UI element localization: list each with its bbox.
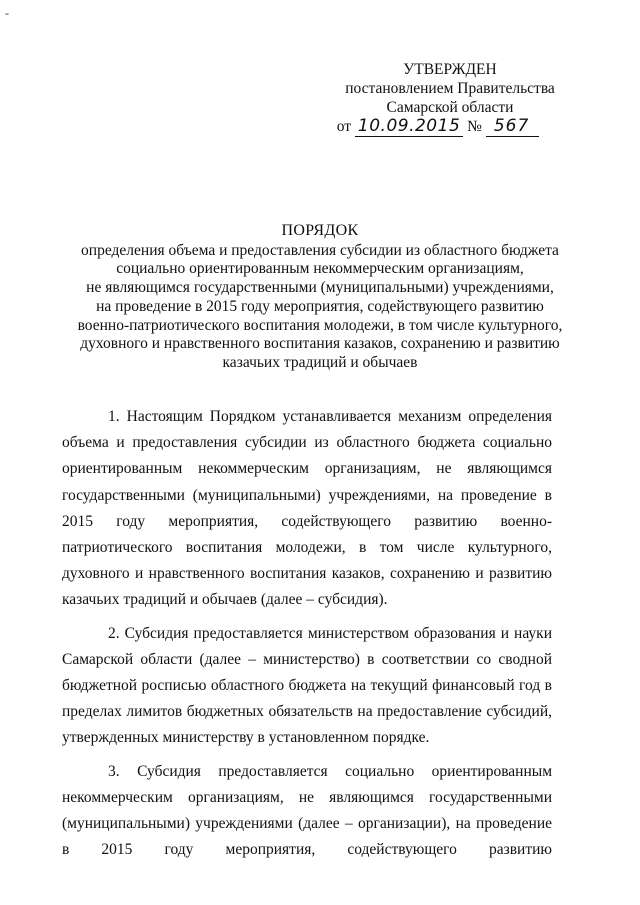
approval-title: УТВЕРЖДЕН [403, 61, 497, 78]
heading-line: на проведение в 2015 году мероприятия, содействующего развитию [96, 297, 544, 315]
heading-line: казачьих традиций и обычаев [222, 353, 418, 371]
corner-mark: - [5, 6, 9, 20]
heading-line: социально ориентированным некоммерческим организациям, [116, 260, 524, 278]
heading-line: духовного и нравственного воспитания казаков, сохранению и развитию [80, 335, 560, 353]
approval-stamp [300, 60, 600, 136]
paragraph-1: 1. Настоящим Порядком устанавливается механизм определения объема и предоставления субсидии из областного бюджета социально ориентированным некоммерческим организациям, не являющимся государственными (муниципальными) учреждениями, на проведение в 2015 году мероприятия, содействующего развитию военно-патриотического воспитания молодежи, в том числе культурного, духовного и нравственного воспитания казаков, сохранению и развитию казачьих традиций и обычаев (далее – субсидия). [62, 408, 552, 609]
number-label: № [467, 118, 482, 135]
document-title: ПОРЯДОК [281, 222, 359, 239]
handwritten-date: 10.09.2015 [355, 116, 463, 137]
approval-region: Самарской области [386, 99, 514, 116]
heading-line: не являющимся государственными (муниципальными) учреждениями, [86, 279, 554, 297]
from-label: от [336, 118, 352, 135]
document-heading [40, 222, 600, 373]
approval-resolution: постановлением Правительства [345, 80, 555, 97]
heading-line: определения объема и предоставления субсидии из областного бюджета [81, 241, 559, 259]
paragraph-3: 3. Субсидия предоставляется социально ориентированным некоммерческим организациям, не являющимся государственными (муниципальными) учреждениями (далее – организации), на проведение в 2015 году мероприятия, содействующего развитию [62, 762, 552, 859]
paragraph-2: 2. Субсидия предоставляется министерством образования и науки Самарской области (далее – министерство) в соответствии со сводной бюджетной росписью областного бюджета на текущий финансовый год в пределах лимитов бюджетных обязательств на предоставление субсидий, утвержденных министерству в установленном порядке. [62, 624, 552, 747]
heading-line: военно-патриотического воспитания молодежи, в том числе культурного, [77, 316, 563, 334]
handwritten-number: 567 [486, 116, 539, 137]
approval-date-number [288, 117, 588, 136]
document-body [62, 404, 552, 863]
